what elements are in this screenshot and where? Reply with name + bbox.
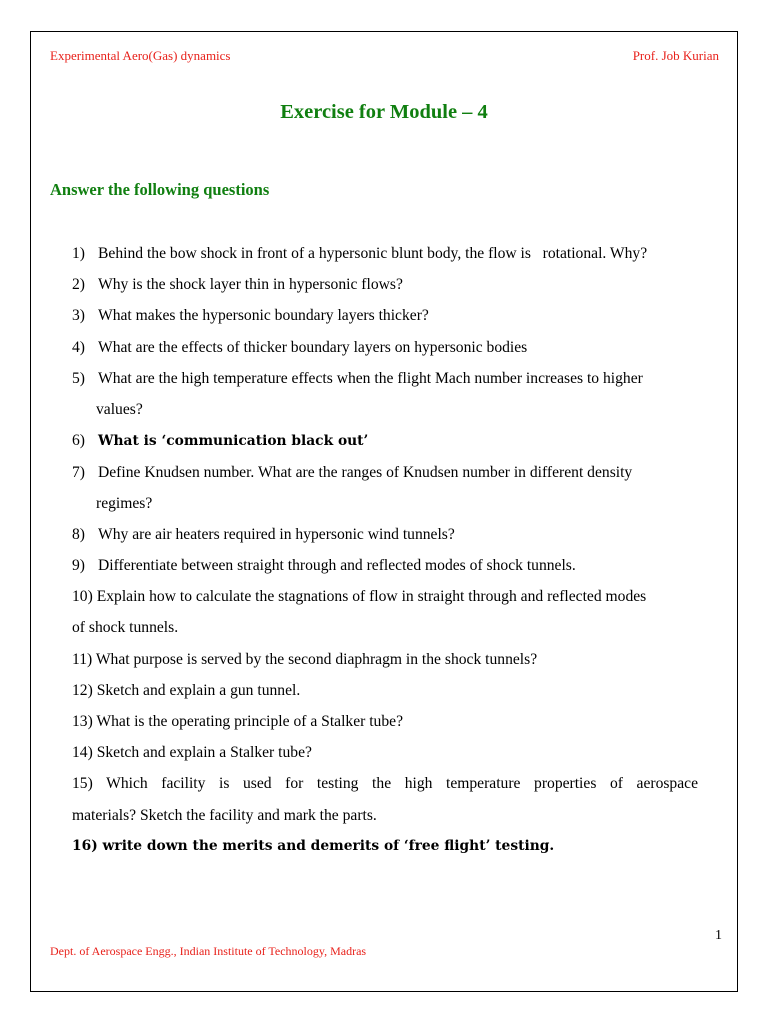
question-number: 11) bbox=[72, 651, 93, 668]
question-number: 4) bbox=[72, 339, 85, 356]
question-text: Why is the shock layer thin in hypersonic flows? bbox=[98, 276, 403, 293]
question-continuation: regimes? bbox=[96, 495, 153, 512]
question-text: Define Knudsen number. What are the ranges of Knudsen number in different density bbox=[98, 464, 633, 481]
question-item bbox=[72, 768, 698, 799]
question-number: 13) bbox=[72, 713, 93, 730]
question-text: What is the operating principle of a Stalker tube? bbox=[96, 713, 403, 730]
footer-institution: Dept. of Aerospace Engg., Indian Institute of Technology, Madras bbox=[50, 944, 367, 958]
question-item bbox=[72, 675, 300, 706]
question-text: Sketch and explain a gun tunnel. bbox=[96, 682, 301, 699]
question-text: What is ‘communication black out’ bbox=[98, 433, 369, 449]
question-item bbox=[72, 550, 576, 581]
question-item bbox=[72, 519, 455, 550]
question-number: 15) bbox=[72, 775, 93, 792]
question-item bbox=[72, 425, 368, 457]
question-item bbox=[72, 332, 527, 363]
question-item bbox=[72, 581, 646, 612]
question-text: Behind the bow shock in front of a hypersonic blunt body, the flow is rotational. Why? bbox=[98, 245, 648, 262]
question-number: 14) bbox=[72, 744, 93, 761]
question-text: What makes the hypersonic boundary layers thicker? bbox=[98, 307, 429, 324]
question-text: What are the effects of thicker boundary layers on hypersonic bodies bbox=[98, 339, 528, 356]
question-number: 2) bbox=[72, 276, 85, 293]
question-text: write down the merits and demerits of ‘free flight’ testing. bbox=[102, 838, 555, 854]
question-item bbox=[72, 457, 632, 488]
question-number: 6) bbox=[72, 432, 85, 449]
header-course-title: Experimental Aero(Gas) dynamics bbox=[50, 48, 231, 63]
question-item bbox=[72, 737, 312, 768]
question-text: Differentiate between straight through and reflected modes of shock tunnels. bbox=[98, 557, 576, 574]
header-author: Prof. Job Kurian bbox=[632, 48, 719, 63]
question-number: 3) bbox=[72, 307, 85, 324]
question-continuation: values? bbox=[96, 401, 143, 418]
question-number: 16) bbox=[72, 838, 98, 854]
question-number: 8) bbox=[72, 526, 85, 543]
question-number: 1) bbox=[72, 245, 85, 262]
question-text: Which facility is used for testing the high temperature properties of aerospace bbox=[106, 775, 698, 792]
section-heading: Answer the following questions bbox=[50, 180, 270, 199]
question-continuation: materials? Sketch the facility and mark the parts. bbox=[72, 807, 377, 824]
question-item bbox=[72, 831, 554, 862]
question-number: 10) bbox=[72, 588, 93, 605]
page-number: 1 bbox=[715, 928, 722, 943]
question-number: 12) bbox=[72, 682, 93, 699]
question-number: 7) bbox=[72, 464, 85, 481]
question-item bbox=[72, 706, 403, 737]
question-item bbox=[72, 269, 403, 300]
question-item bbox=[72, 238, 647, 269]
question-text: Explain how to calculate the stagnations of flow in straight through and reflected modes bbox=[96, 588, 647, 605]
question-text: Why are air heaters required in hypersonic wind tunnels? bbox=[98, 526, 455, 543]
question-number: 5) bbox=[72, 370, 85, 387]
question-item bbox=[72, 363, 643, 394]
question-text: What purpose is served by the second diaphragm in the shock tunnels? bbox=[95, 651, 538, 668]
question-number: 9) bbox=[72, 557, 85, 574]
question-item bbox=[72, 300, 429, 331]
page-title: Exercise for Module – 4 bbox=[280, 101, 488, 123]
question-item bbox=[72, 644, 537, 675]
question-text: What are the high temperature effects when the flight Mach number increases to higher bbox=[98, 370, 643, 387]
question-text: Sketch and explain a Stalker tube? bbox=[96, 744, 312, 761]
question-continuation: of shock tunnels. bbox=[72, 619, 179, 636]
